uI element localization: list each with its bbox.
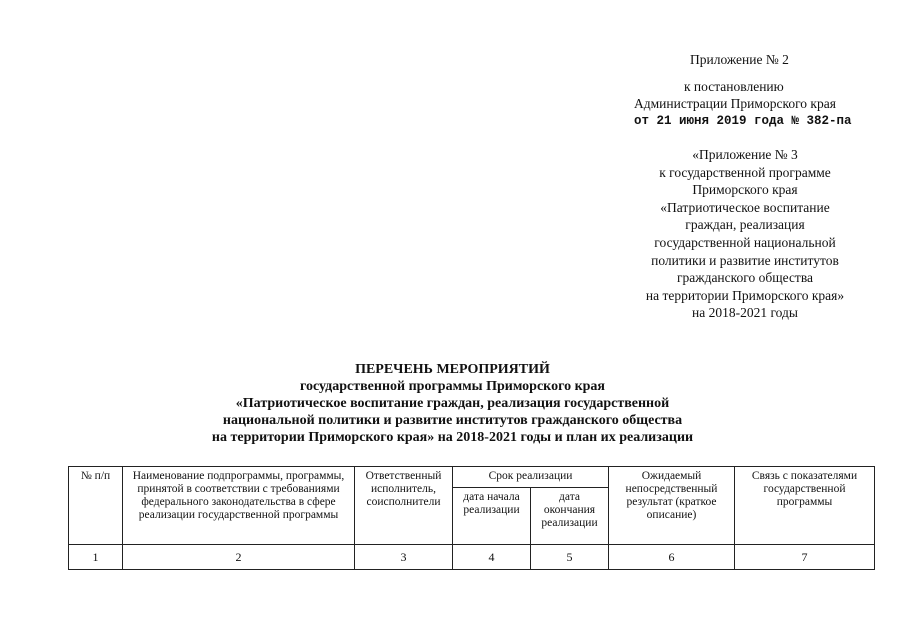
appendix-line: к постановлению bbox=[684, 79, 784, 94]
quote-line: государственной национальной bbox=[654, 234, 836, 250]
quote-line: гражданского общества bbox=[676, 270, 814, 286]
quote-line: Приморского края bbox=[692, 182, 798, 198]
document-title: ПЕРЕЧЕНЬ МЕРОПРИЯТИЙ bbox=[355, 362, 550, 377]
header-cell: дата начала реализации bbox=[453, 488, 531, 545]
document-subtitle: на территории Приморского края» на 2018-2021 годы и план их реализации bbox=[211, 430, 694, 445]
header-cell: Ожидаемый непосредственный результат (краткое описание) bbox=[609, 467, 735, 545]
quote-line: «Патриотическое воспитание bbox=[660, 199, 830, 215]
header-cell: Наименование подпрограммы, программы, принятой в соответствии с требованиями федерального законодательства в сфере реализации государственной программы bbox=[123, 467, 355, 545]
column-number: 5 bbox=[531, 545, 609, 570]
appendix-decree-line: от 21 июня 2019 года № 382-па bbox=[634, 114, 852, 128]
column-number: 1 bbox=[69, 545, 123, 570]
appendix-line: Администрации Приморского края bbox=[634, 96, 836, 111]
document-subtitle: национальной политики и развитие институтов гражданского общества bbox=[222, 413, 683, 428]
quote-line: к государственной программе bbox=[659, 164, 831, 180]
document-subtitle: государственной программы Приморского края bbox=[300, 379, 605, 394]
column-number: 2 bbox=[123, 545, 355, 570]
quote-block bbox=[605, 146, 885, 322]
document-subtitle: «Патриотическое воспитание граждан, реализация государственной bbox=[235, 396, 670, 411]
header-cell: Ответственный исполнитель, соисполнители bbox=[355, 467, 453, 545]
quote-line: на территории Приморского края» bbox=[645, 287, 845, 303]
column-number: 6 bbox=[609, 545, 735, 570]
table-header-row bbox=[69, 467, 875, 488]
appendix-title: Приложение № 2 bbox=[690, 52, 789, 67]
column-number: 3 bbox=[355, 545, 453, 570]
header-cell: дата окончания реализации bbox=[531, 488, 609, 545]
events-table bbox=[68, 466, 875, 570]
header-cell: Связь с показателями государственной программы bbox=[735, 467, 875, 545]
column-number: 4 bbox=[453, 545, 531, 570]
quote-line: политики и развитие институтов bbox=[651, 252, 839, 268]
quote-line: на 2018-2021 годы bbox=[692, 305, 798, 321]
column-number: 7 bbox=[735, 545, 875, 570]
quote-line: граждан, реализация bbox=[685, 217, 805, 233]
table-row bbox=[69, 545, 875, 570]
header-cell: Срок реализации bbox=[453, 467, 609, 488]
quote-line: «Приложение № 3 bbox=[692, 147, 798, 162]
header-cell: № п/п bbox=[69, 467, 123, 545]
